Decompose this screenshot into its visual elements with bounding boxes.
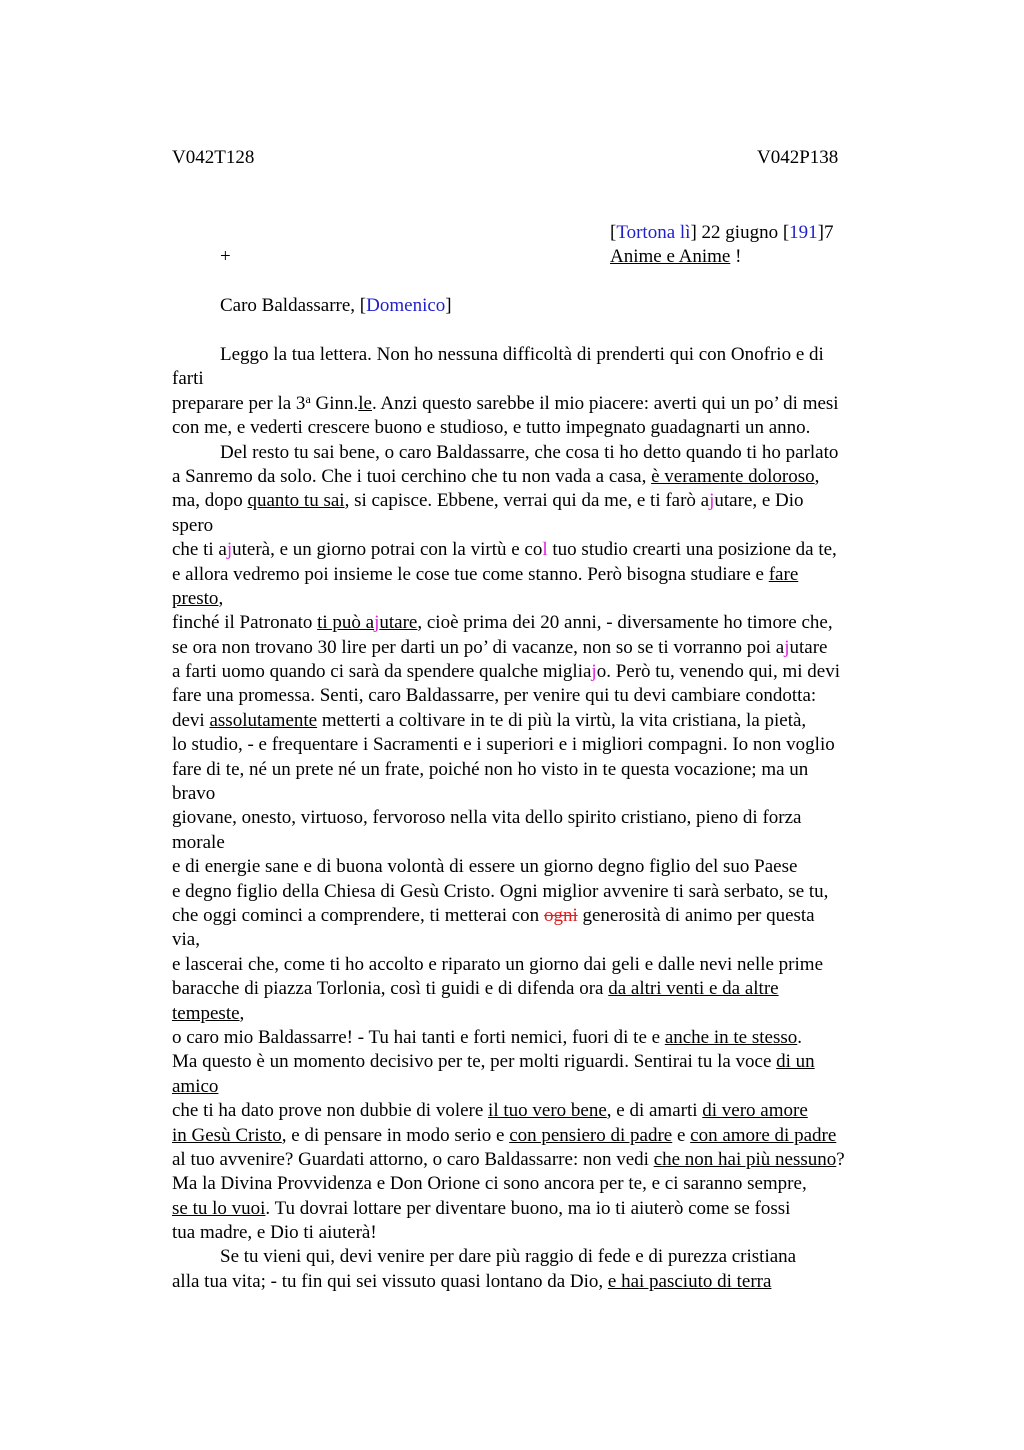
body-line <box>172 392 912 416</box>
body-line <box>172 709 912 733</box>
text-segment: uterà, e un giorno potrai con la virtù e co <box>232 539 543 561</box>
text-segment: utare <box>379 612 418 634</box>
body-line <box>172 1075 912 1099</box>
dateline-bracket-open: [ <box>610 222 617 243</box>
body-line <box>172 514 912 538</box>
text-segment: fare <box>768 563 799 585</box>
text-segment: bravo <box>172 783 216 805</box>
body-line <box>172 489 912 513</box>
text-segment: devi <box>172 709 210 731</box>
text-segment: via, <box>172 929 200 951</box>
text-segment: e di energie sane e di buona volontà di essere un giorno degno figlio del suo Paese <box>172 856 798 878</box>
text-segment: finché il Patronato <box>172 612 318 634</box>
text-segment: Se tu vieni qui, devi venire per dare più raggio di fede e di purezza cristiana <box>220 1246 797 1268</box>
body-line <box>172 953 912 977</box>
body-line <box>172 1221 912 1245</box>
text-segment: e lascerai che, come ti ho accolto e riparato un giorno dai geli e dalle nevi nelle prime <box>172 953 824 975</box>
body-line <box>172 782 912 806</box>
body-line <box>172 441 912 465</box>
text-segment: baracche di piazza Torlonia, così ti guidi e di difenda ora <box>172 978 609 1000</box>
text-segment: ogni <box>543 904 578 926</box>
text-segment: utare <box>789 636 828 658</box>
text-segment: . Tu dovrai lottare per diventare buono, ma io ti aiuterò come se fossi <box>265 1197 791 1219</box>
motto <box>610 245 741 269</box>
text-segment: di un <box>776 1051 815 1073</box>
text-segment: e <box>672 1124 691 1146</box>
text-segment: a farti uomo quando ci sarà da spendere qualche miglia <box>172 661 592 683</box>
text-segment: . <box>797 1026 802 1048</box>
text-segment: le <box>358 392 372 414</box>
text-segment: che oggi cominci a comprendere, ti metterai con <box>172 904 544 926</box>
text-segment: utare, e Dio <box>714 490 804 512</box>
body-line <box>172 1172 912 1196</box>
body-line <box>172 1099 912 1123</box>
dateline-mid: ] 22 giugno [ <box>690 222 790 243</box>
text-segment: alla tua vita; - tu fin qui sei vissuto quasi lontano da Dio, <box>172 1270 608 1292</box>
body-line <box>172 1197 912 1221</box>
text-segment: con amore di padre <box>690 1124 837 1146</box>
text-segment: al tuo avvenire? Guardati attorno, o caro Baldassarre: non vedi <box>172 1148 654 1170</box>
text-segment: che ti a <box>172 539 227 561</box>
text-segment: di vero amore <box>702 1100 808 1122</box>
text-segment: , <box>218 587 224 609</box>
body-line <box>172 343 912 367</box>
text-segment: che ti ha dato prove non dubbie di volere <box>172 1100 489 1122</box>
text-segment: ? <box>836 1148 845 1170</box>
text-segment: , <box>814 465 820 487</box>
salutation-end: ] <box>445 295 452 316</box>
body-line <box>172 928 912 952</box>
text-segment: fare una promessa. Senti, caro Baldassarre, per venire qui tu devi cambiare condotta: <box>172 685 817 707</box>
body-line <box>172 538 912 562</box>
body-line <box>172 416 912 440</box>
body-line <box>172 880 912 904</box>
body-line <box>172 855 912 879</box>
body-line <box>172 660 912 684</box>
body-line <box>172 684 912 708</box>
body-line <box>172 1270 912 1294</box>
text-segment: , si capisce. Ebbene, verrai qui da me, e ti farò a <box>344 490 710 512</box>
text-segment: tempeste <box>172 1002 240 1024</box>
body-line <box>172 1050 912 1074</box>
text-segment: Ma la Divina Provvidenza e Don Orione ci sono ancora per te, e ci saranno sempre, <box>172 1173 807 1195</box>
body-line <box>172 636 912 660</box>
header-right-code: V042P138 <box>757 147 839 168</box>
text-segment: assolutamente <box>209 709 318 731</box>
body-line <box>172 831 912 855</box>
text-segment: o. Però tu, venendo qui, mi devi <box>596 661 840 683</box>
text-segment: tua madre, e Dio ti aiuterà! <box>172 1222 377 1244</box>
dateline <box>610 221 833 245</box>
text-segment: j <box>226 539 233 561</box>
body-line <box>172 1026 912 1050</box>
text-segment: da altri venti e da altre <box>608 978 779 1000</box>
dateline-year-end: ]7 <box>817 222 834 243</box>
text-segment: che non hai più nessuno <box>653 1148 837 1170</box>
text-segment: ti può a <box>317 612 375 634</box>
text-segment: spero <box>172 514 214 536</box>
text-segment: e allora vedremo poi insieme le cose tue come stanno. Però bisogna studiare e <box>172 563 769 585</box>
cross-symbol: + <box>220 246 231 267</box>
body-line <box>172 1124 912 1148</box>
text-segment: . Anzi questo sarebbe il mio piacere: averti qui un po’ di mesi <box>371 392 839 414</box>
dateline-year-part: 191 <box>789 222 818 243</box>
text-segment: tuo studio crearti una posizione da te, <box>547 539 837 561</box>
motto-end: ! <box>730 246 742 267</box>
body-line <box>172 977 912 1001</box>
text-segment: Del resto tu sai bene, o caro Baldassarre, che cosa ti ho detto quando ti ho parlato <box>220 441 839 463</box>
text-segment: con me, e vederti crescere buono e studioso, e tutto impegnato guadagnarti un anno. <box>172 417 811 439</box>
text-segment: j <box>784 636 790 658</box>
salutation <box>220 294 452 318</box>
text-segment: presto <box>172 587 219 609</box>
body-line <box>172 1245 912 1269</box>
text-segment: , e di amarti <box>606 1100 703 1122</box>
letter-body <box>172 343 912 1294</box>
text-segment: è veramente doloroso <box>651 465 815 487</box>
text-segment: e degno figlio della Chiesa di Gesù Cristo. Ogni miglior avvenire ti sarà serbato, se tu, <box>172 880 829 902</box>
text-segment: , <box>239 1002 245 1024</box>
text-segment: morale <box>172 831 225 853</box>
text-segment: e hai pasciuto di terra <box>607 1270 772 1292</box>
body-line <box>172 733 912 757</box>
header-left-code: V042T128 <box>172 147 255 168</box>
text-segment: in Gesù Cristo <box>172 1124 282 1146</box>
text-segment: ma, dopo <box>172 490 248 512</box>
text-segment: o caro mio Baldassarre! - Tu hai tanti e forti nemici, fuori di te e <box>172 1026 665 1048</box>
text-segment: a <box>305 391 311 406</box>
text-segment: quanto tu sai <box>247 490 345 512</box>
text-segment: , e di pensare in modo serio e <box>281 1124 510 1146</box>
text-segment: generosità di animo per questa <box>577 904 815 926</box>
text-segment: Ginn. <box>310 392 359 414</box>
text-segment: l <box>542 539 548 561</box>
text-segment: j <box>374 612 380 634</box>
text-segment: con pensiero di padre <box>509 1124 673 1146</box>
body-line <box>172 904 912 928</box>
text-segment: farti <box>172 368 204 390</box>
text-segment: giovane, onesto, virtuoso, fervoroso nella vita dello spirito cristiano, pieno di forza <box>172 807 802 829</box>
text-segment: lo studio, - e frequentare i Sacramenti e i superiori e i migliori compagni. Io non voglio <box>172 734 835 756</box>
salutation-text: Caro Baldassarre, [ <box>220 295 367 316</box>
text-segment: j <box>591 661 597 683</box>
body-line <box>172 1148 912 1172</box>
salutation-name: Domenico <box>366 295 446 316</box>
text-segment: se ora non trovano 30 lire per darti un po’ di vacanze, non so se ti vorranno poi a <box>172 636 785 658</box>
body-line <box>172 367 912 391</box>
text-segment: amico <box>172 1075 219 1097</box>
text-segment: fare di te, né un prete né un frate, poiché non ho visto in te questa vocazione; ma un <box>172 758 809 780</box>
text-segment: , cioè prima dei 20 anni, - diversamente ho timore che, <box>417 612 833 634</box>
text-segment: se tu lo vuoi <box>172 1197 266 1219</box>
text-segment: a Sanremo da solo. Che i tuoi cerchino che tu non vada a casa, <box>172 465 652 487</box>
body-line <box>172 563 912 587</box>
dateline-place: Tortona lì <box>616 222 691 243</box>
text-segment: Ma questo è un momento decisivo per te, per molti riguardi. Sentirai tu la voce <box>172 1051 777 1073</box>
body-line <box>172 758 912 782</box>
text-segment: Leggo la tua lettera. Non ho nessuna difficoltà di prenderti qui con Onofrio e di <box>220 344 824 365</box>
text-segment: il tuo vero bene <box>488 1100 607 1122</box>
text-segment: anche in te stesso <box>664 1026 798 1048</box>
body-line <box>172 587 912 611</box>
text-segment: j <box>709 490 715 512</box>
text-segment: metterti a coltivare in te di più la virtù, la vita cristiana, la pietà, <box>317 709 807 731</box>
body-line <box>172 611 912 635</box>
motto-text: Anime e Anime <box>610 246 731 267</box>
body-line <box>172 465 912 489</box>
body-line <box>172 1002 912 1026</box>
body-line <box>172 806 912 830</box>
text-segment: preparare per la 3 <box>172 392 306 414</box>
